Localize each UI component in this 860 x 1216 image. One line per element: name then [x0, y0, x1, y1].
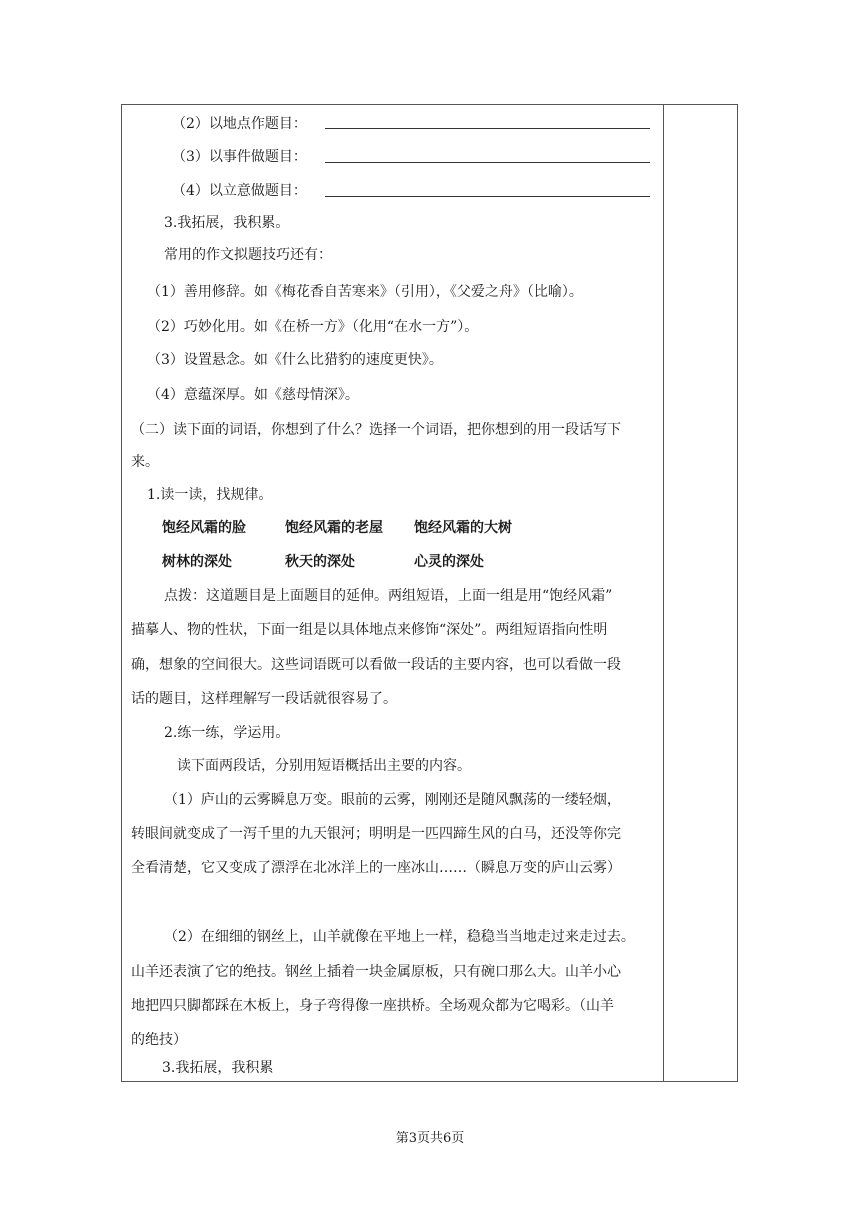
paragraph-goat-line: 的绝技） — [131, 1032, 187, 1048]
hint-line: 描摹人、物的性状，下面一组是以具体地点来修饰“深处”。两组短语指向性明 — [131, 622, 608, 638]
tip-meaning: （4）意蕴深厚。如《慈母情深》。 — [147, 387, 359, 403]
heading-expand-accumulate: 3.我拓展，我积累。 — [164, 215, 290, 231]
question-event-label: （3）以事件做题目： — [172, 149, 307, 165]
tip-rhetoric: （1）善用修辞。如《梅花香自苦寒来》（引用），《父爱之舟》（比喻）。 — [147, 284, 583, 300]
phrase-weathered-house: 饱经风霜的老屋 — [285, 520, 383, 536]
phrase-weathered-tree: 饱经风霜的大树 — [414, 520, 512, 536]
question-location-label: （2）以地点作题目： — [172, 116, 307, 132]
question-theme-label: （4）以立意做题目： — [172, 183, 307, 199]
step-read-find-pattern: 1.读一读，找规律。 — [147, 487, 273, 503]
phrase-heart-depths: 心灵的深处 — [414, 554, 484, 570]
answer-line-theme[interactable] — [325, 196, 650, 197]
tip-suspense: （3）设置悬念。如《什么比猎豹的速度更快》。 — [147, 352, 443, 368]
paragraph-lushan-line: 转眼间就变成了一泻千里的九天银河；明明是一匹四蹄生风的白马，还没等你完 — [131, 826, 621, 842]
tips-intro: 常用的作文拟题技巧还有： — [164, 247, 332, 263]
paragraph-lushan-line: （1）庐山的云雾瞬息万变。眼前的云雾，刚刚还是随风飘荡的一缕轻烟， — [164, 792, 621, 808]
section2-title-line1: （二）读下面的词语，你想到了什么？选择一个词语，把你想到的用一段话写下 — [131, 422, 621, 438]
paragraph-goat-line: （2）在细细的钢丝上，山羊就像在平地上一样，稳稳当当地走过来走过去。 — [164, 929, 635, 945]
phrase-forest-depths: 树林的深处 — [162, 554, 232, 570]
section2-title-line2: 来。 — [131, 454, 159, 470]
answer-line-location[interactable] — [325, 128, 650, 129]
tip-adaptation: （2）巧妙化用。如《在桥一方》（化用“在水一方”）。 — [147, 319, 479, 335]
paragraph-goat-line: 山羊还表演了它的绝技。钢丝上插着一块金属原板，只有碗口那么大。山羊小心 — [131, 964, 621, 980]
phrase-weathered-face: 饱经风霜的脸 — [162, 520, 246, 536]
table-column-divider — [663, 104, 664, 1082]
step-practice: 2.练一练，学运用。 — [164, 725, 290, 741]
answer-line-event[interactable] — [325, 162, 650, 163]
page-number: 第3页共6页 — [395, 1131, 465, 1146]
hint-line: 点拨：这道题目是上面题目的延伸。两组短语，上面一组是用“饱经风霜” — [164, 588, 613, 604]
step-practice-intro: 读下面两段话，分别用短语概括出主要的内容。 — [177, 758, 471, 774]
hint-line: 话的题目，这样理解写一段话就很容易了。 — [131, 691, 397, 707]
paragraph-goat-line: 地把四只脚都踩在木板上，身子弯得像一座拱桥。全场观众都为它喝彩。（山羊 — [131, 998, 614, 1014]
phrase-autumn-depths: 秋天的深处 — [285, 554, 355, 570]
paragraph-lushan-line: 全看清楚，它又变成了漂浮在北冰洋上的一座冰山……（瞬息万变的庐山云雾） — [131, 860, 621, 876]
hint-line: 确，想象的空间很大。这些词语既可以看做一段话的主要内容，也可以看做一段 — [131, 657, 621, 673]
step-expand-accumulate: 3.我拓展，我积累 — [162, 1060, 274, 1076]
